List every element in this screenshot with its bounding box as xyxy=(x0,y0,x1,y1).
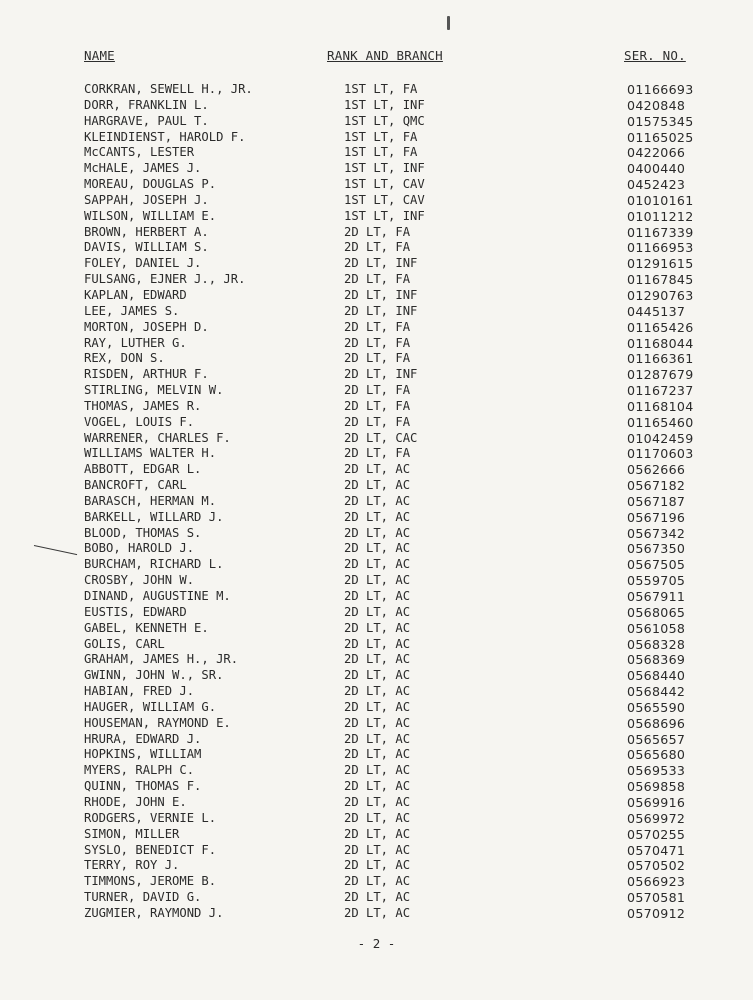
roster-row xyxy=(0,145,753,161)
roster-list xyxy=(0,82,753,922)
officer-name: GABEL, KENNETH E. xyxy=(84,620,209,635)
officer-name: RAY, LUTHER G. xyxy=(84,335,187,350)
officer-name: FULSANG, EJNER J., JR. xyxy=(84,272,246,287)
roster-row xyxy=(0,573,753,589)
rank-branch: 2D LT, CAC xyxy=(344,430,418,445)
roster-row xyxy=(0,605,753,621)
roster-row xyxy=(0,557,753,573)
rank-branch: 2D LT, AC xyxy=(344,763,411,778)
roster-row xyxy=(0,700,753,716)
roster-row xyxy=(0,288,753,304)
serial-number: 01168044 xyxy=(627,335,694,351)
rank-branch: 2D LT, AC xyxy=(344,620,411,635)
rank-branch: 2D LT, FA xyxy=(344,272,411,287)
roster-row xyxy=(0,82,753,98)
officer-name: HAUGER, WILLIAM G. xyxy=(84,699,217,714)
roster-row xyxy=(0,510,753,526)
officer-name: DAVIS, WILLIAM S. xyxy=(84,240,209,255)
roster-row xyxy=(0,747,753,763)
rank-branch: 2D LT, INF xyxy=(344,256,418,271)
rank-branch: 2D LT, AC xyxy=(344,826,411,841)
officer-name: EUSTIS, EDWARD xyxy=(84,604,187,619)
roster-row xyxy=(0,431,753,447)
roster-row xyxy=(0,795,753,811)
serial-number: 01290763 xyxy=(627,287,694,303)
roster-row xyxy=(0,874,753,890)
roster-row xyxy=(0,843,753,859)
roster-row xyxy=(0,336,753,352)
page-number: - 2 - xyxy=(357,936,396,951)
roster-row xyxy=(0,209,753,225)
serial-number: 0569858 xyxy=(627,779,686,795)
serial-number: 0400440 xyxy=(627,161,686,177)
officer-name: LEE, JAMES S. xyxy=(84,303,180,318)
officer-name: GOLIS, CARL xyxy=(84,636,165,651)
rank-branch: 2D LT, FA xyxy=(344,351,411,366)
serial-number: 0567182 xyxy=(627,478,686,494)
rank-branch: 2D LT, AC xyxy=(344,668,411,683)
officer-name: MYERS, RALPH C. xyxy=(84,763,195,778)
roster-row xyxy=(0,193,753,209)
serial-number: 01165426 xyxy=(627,319,694,335)
rank-branch: 1ST LT, INF xyxy=(344,208,425,223)
rank-branch: 2D LT, AC xyxy=(344,557,411,572)
roster-row xyxy=(0,526,753,542)
officer-name: SIMON, MILLER xyxy=(84,826,180,841)
officer-name: KAPLAN, EDWARD xyxy=(84,287,187,302)
serial-number: 01167339 xyxy=(627,224,694,240)
serial-number: 0562666 xyxy=(627,462,686,478)
rank-branch: 2D LT, AC xyxy=(344,493,411,508)
rank-branch: 2D LT, AC xyxy=(344,636,411,651)
serial-number: 01165025 xyxy=(627,129,694,145)
roster-row xyxy=(0,161,753,177)
roster-row xyxy=(0,684,753,700)
rank-branch: 2D LT, FA xyxy=(344,383,411,398)
roster-row xyxy=(0,494,753,510)
officer-name: WILSON, WILLIAM E. xyxy=(84,208,217,223)
roster-row xyxy=(0,827,753,843)
officer-name: SYSLO, BENEDICT F. xyxy=(84,842,217,857)
roster-row xyxy=(0,462,753,478)
serial-number: 0568440 xyxy=(627,668,686,684)
officer-name: BARASCH, HERMAN M. xyxy=(84,493,217,508)
serial-number: 0559705 xyxy=(627,573,686,589)
header-name: NAME xyxy=(84,48,115,63)
rank-branch: 2D LT, AC xyxy=(344,589,411,603)
serial-number: 0570912 xyxy=(627,905,686,921)
officer-name: McCANTS, LESTER xyxy=(84,145,195,160)
serial-number: 0568065 xyxy=(627,604,686,620)
serial-number: 01166693 xyxy=(627,82,694,97)
officer-name: TERRY, ROY J. xyxy=(84,858,180,873)
serial-number: 0568328 xyxy=(627,636,686,652)
roster-row xyxy=(0,637,753,653)
rank-branch: 2D LT, FA xyxy=(344,240,411,255)
roster-row xyxy=(0,130,753,146)
serial-number: 0567350 xyxy=(627,541,686,557)
rank-branch: 2D LT, INF xyxy=(344,303,418,318)
officer-name: ZUGMIER, RAYMOND J. xyxy=(84,905,224,920)
officer-name: WARRENER, CHARLES F. xyxy=(84,430,231,445)
officer-name: TIMMONS, JEROME B. xyxy=(84,874,217,889)
serial-number: 0568369 xyxy=(627,652,686,668)
roster-row xyxy=(0,779,753,795)
rank-branch: 1ST LT, CAV xyxy=(344,192,425,207)
officer-name: BARKELL, WILLARD J. xyxy=(84,509,224,524)
officer-name: RISDEN, ARTHUR F. xyxy=(84,367,209,382)
roster-row xyxy=(0,668,753,684)
officer-name: FOLEY, DANIEL J. xyxy=(84,256,202,271)
roster-row xyxy=(0,446,753,462)
serial-number: 0567342 xyxy=(627,525,686,541)
rank-branch: 2D LT, AC xyxy=(344,905,411,920)
rank-branch: 2D LT, AC xyxy=(344,699,411,714)
roster-row xyxy=(0,621,753,637)
officer-name: VOGEL, LOUIS F. xyxy=(84,414,195,429)
rank-branch: 1ST LT, QMC xyxy=(344,113,425,128)
serial-number: 0567196 xyxy=(627,509,686,525)
rank-branch: 1ST LT, INF xyxy=(344,161,425,176)
roster-row xyxy=(0,732,753,748)
rank-branch: 1ST LT, FA xyxy=(344,82,418,96)
rank-branch: 2D LT, AC xyxy=(344,462,411,477)
serial-number: 0565680 xyxy=(627,747,686,763)
serial-number: 01170603 xyxy=(627,446,694,462)
officer-name: HABIAN, FRED J. xyxy=(84,684,195,699)
roster-row xyxy=(0,541,753,557)
serial-number: 0570581 xyxy=(627,890,686,906)
rank-branch: 2D LT, INF xyxy=(344,367,418,382)
serial-number: 0445137 xyxy=(627,303,686,319)
rank-branch: 2D LT, AC xyxy=(344,842,411,857)
roster-row xyxy=(0,811,753,827)
officer-name: QUINN, THOMAS F. xyxy=(84,779,202,794)
officer-name: RODGERS, VERNIE L. xyxy=(84,810,217,825)
roster-row xyxy=(0,858,753,874)
officer-name: THOMAS, JAMES R. xyxy=(84,398,202,413)
serial-number: 0566923 xyxy=(627,874,686,890)
roster-row xyxy=(0,272,753,288)
rank-branch: 2D LT, FA xyxy=(344,335,411,350)
rank-branch: 2D LT, AC xyxy=(344,541,411,556)
serial-number: 0568696 xyxy=(627,715,686,731)
roster-row xyxy=(0,225,753,241)
roster-row xyxy=(0,399,753,415)
rank-branch: 2D LT, AC xyxy=(344,810,411,825)
roster-row xyxy=(0,320,753,336)
roster-row xyxy=(0,256,753,272)
officer-name: CROSBY, JOHN W. xyxy=(84,573,195,588)
serial-number: 01011212 xyxy=(627,208,694,224)
header-rank-branch: RANK AND BRANCH xyxy=(327,48,443,63)
serial-number: 0565657 xyxy=(627,731,686,747)
officer-name: DORR, FRANKLIN L. xyxy=(84,97,209,112)
officer-name: MOREAU, DOUGLAS P. xyxy=(84,177,217,192)
roster-row xyxy=(0,478,753,494)
rank-branch: 2D LT, AC xyxy=(344,779,411,794)
rank-branch: 2D LT, AC xyxy=(344,509,411,524)
officer-name: ABBOTT, EDGAR L. xyxy=(84,462,202,477)
roster-row xyxy=(0,716,753,732)
officer-name: DINAND, AUGUSTINE M. xyxy=(84,589,231,603)
serial-number: 01291615 xyxy=(627,256,694,272)
serial-number: 0570255 xyxy=(627,826,686,842)
roster-row xyxy=(0,383,753,399)
officer-name: GRAHAM, JAMES H., JR. xyxy=(84,652,239,667)
serial-number: 0422066 xyxy=(627,145,686,161)
officer-name: HRURA, EDWARD J. xyxy=(84,731,202,746)
roster-row xyxy=(0,906,753,922)
rank-branch: 2D LT, FA xyxy=(344,446,411,461)
officer-name: HOPKINS, WILLIAM xyxy=(84,747,202,762)
roster-row xyxy=(0,351,753,367)
serial-number: 01165460 xyxy=(627,414,694,430)
rank-branch: 2D LT, AC xyxy=(344,858,411,873)
pen-mark xyxy=(447,16,450,30)
rank-branch: 2D LT, AC xyxy=(344,715,411,730)
serial-number: 01042459 xyxy=(627,430,694,446)
rank-branch: 2D LT, AC xyxy=(344,478,411,493)
officer-name: SAPPAH, JOSEPH J. xyxy=(84,192,209,207)
officer-name: REX, DON S. xyxy=(84,351,165,366)
serial-number: 01575345 xyxy=(627,113,694,129)
serial-number: 0565590 xyxy=(627,699,686,715)
officer-name: BLOOD, THOMAS S. xyxy=(84,525,202,540)
serial-number: 0567187 xyxy=(627,493,686,509)
rank-branch: 2D LT, AC xyxy=(344,874,411,889)
roster-row xyxy=(0,98,753,114)
rank-branch: 1ST LT, INF xyxy=(344,97,425,112)
officer-name: CORKRAN, SEWELL H., JR. xyxy=(84,82,253,96)
officer-name: HARGRAVE, PAUL T. xyxy=(84,113,209,128)
roster-row xyxy=(0,304,753,320)
roster-row xyxy=(0,652,753,668)
officer-name: HOUSEMAN, RAYMOND E. xyxy=(84,715,231,730)
rank-branch: 1ST LT, FA xyxy=(344,129,418,144)
roster-row xyxy=(0,177,753,193)
rank-branch: 2D LT, AC xyxy=(344,573,411,588)
rank-branch: 2D LT, AC xyxy=(344,525,411,540)
rank-branch: 2D LT, AC xyxy=(344,890,411,905)
rank-branch: 2D LT, AC xyxy=(344,794,411,809)
rank-branch: 1ST LT, FA xyxy=(344,145,418,160)
serial-number: 01167845 xyxy=(627,272,694,288)
serial-number: 01166361 xyxy=(627,351,694,367)
serial-number: 01287679 xyxy=(627,367,694,383)
serial-number: 0569533 xyxy=(627,763,686,779)
rank-branch: 2D LT, AC xyxy=(344,604,411,619)
serial-number: 0452423 xyxy=(627,177,686,193)
officer-name: BANCROFT, CARL xyxy=(84,478,187,493)
rank-branch: 2D LT, AC xyxy=(344,684,411,699)
serial-number: 0569916 xyxy=(627,794,686,810)
rank-branch: 2D LT, AC xyxy=(344,747,411,762)
serial-number: 0570471 xyxy=(627,842,686,858)
serial-number: 0568442 xyxy=(627,684,686,700)
rank-branch: 2D LT, FA xyxy=(344,398,411,413)
roster-row xyxy=(0,367,753,383)
officer-name: WILLIAMS WALTER H. xyxy=(84,446,217,461)
serial-number: 01167237 xyxy=(627,383,694,399)
serial-number: 0561058 xyxy=(627,620,686,636)
serial-number: 0567911 xyxy=(627,589,686,604)
roster-row xyxy=(0,763,753,779)
officer-name: KLEINDIENST, HAROLD F. xyxy=(84,129,246,144)
rank-branch: 2D LT, FA xyxy=(344,319,411,334)
rank-branch: 1ST LT, CAV xyxy=(344,177,425,192)
rank-branch: 2D LT, INF xyxy=(344,287,418,302)
officer-name: RHODE, JOHN E. xyxy=(84,794,187,809)
rank-branch: 2D LT, FA xyxy=(344,414,411,429)
serial-number: 01166953 xyxy=(627,240,694,256)
officer-name: MORTON, JOSEPH D. xyxy=(84,319,209,334)
rank-branch: 2D LT, FA xyxy=(344,224,411,239)
roster-row xyxy=(0,415,753,431)
serial-number: 0570502 xyxy=(627,858,686,874)
roster-row xyxy=(0,589,753,605)
serial-number: 0567505 xyxy=(627,557,686,573)
officer-name: McHALE, JAMES J. xyxy=(84,161,202,176)
roster-row xyxy=(0,890,753,906)
officer-name: BOBO, HAROLD J. xyxy=(84,541,195,556)
header-serial-number: SER. NO. xyxy=(624,48,686,63)
roster-row xyxy=(0,114,753,130)
officer-name: GWINN, JOHN W., SR. xyxy=(84,668,224,683)
serial-number: 01168104 xyxy=(627,398,694,414)
rank-branch: 2D LT, AC xyxy=(344,731,411,746)
roster-row xyxy=(0,240,753,256)
officer-name: BROWN, HERBERT A. xyxy=(84,224,209,239)
officer-name: STIRLING, MELVIN W. xyxy=(84,383,224,398)
officer-name: TURNER, DAVID G. xyxy=(84,890,202,905)
serial-number: 01010161 xyxy=(627,192,694,208)
officer-name: BURCHAM, RICHARD L. xyxy=(84,557,224,572)
rank-branch: 2D LT, AC xyxy=(344,652,411,667)
serial-number: 0569972 xyxy=(627,810,686,826)
serial-number: 0420848 xyxy=(627,97,686,113)
